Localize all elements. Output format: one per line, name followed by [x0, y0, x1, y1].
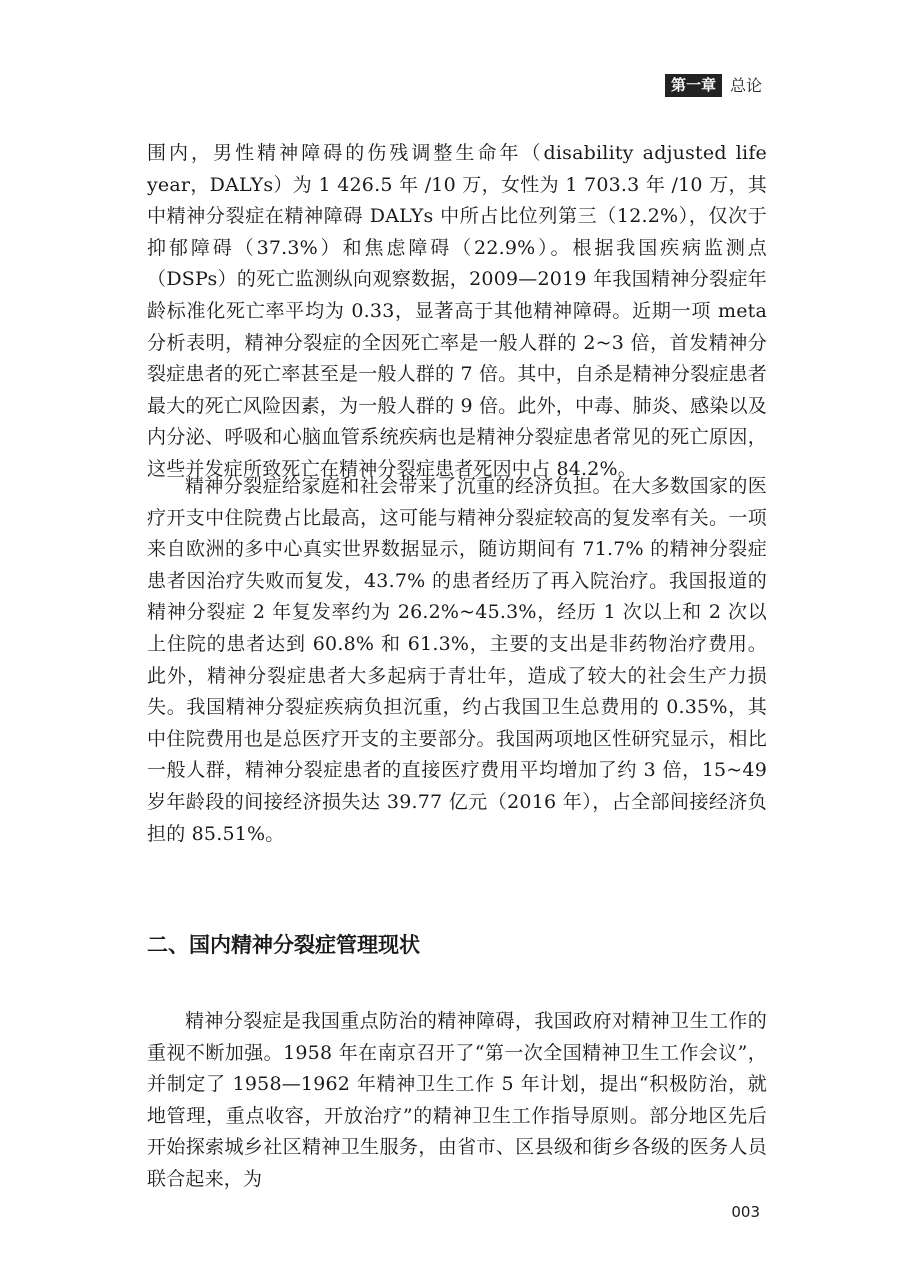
body-paragraph-management: 精神分裂症是我国重点防治的精神障碍，我国政府对精神卫生工作的重视不断加强。1958 年在南京召开了“第一次全国精神卫生工作会议”，并制定了 1958—1962 年精神卫生工作 5 年计划，提出“积极防治，就地管理，重点收容，开放治疗”的精神卫生工作指导原则。部分地区先后开始探索城乡社区精神卫生服务，由省市、区县级和街乡各级的医务人员联合起来，为 — [147, 1010, 767, 1190]
chapter-title: 总论 — [729, 75, 762, 95]
chapter-label: 第一章 — [665, 74, 722, 97]
paragraph-block-1 — [147, 138, 767, 486]
running-header — [665, 74, 762, 97]
section-heading: 二、国内精神分裂症管理现状 — [147, 933, 420, 957]
body-paragraph-economic-burden: 精神分裂症给家庭和社会带来了沉重的经济负担。在大多数国家的医疗开支中住院费占比最高，这可能与精神分裂症较高的复发率有关。一项来自欧洲的多中心真实世界数据显示，随访期间有 71.7% 的精神分裂症患者因治疗失败而复发，43.7% 的患者经历了再入院治疗。我国报道的精神分裂症 2 年复发率约为 26.2%~45.3%，经历 1 次以上和 2 次以上住院的患者达到 60.8% 和 61.3%，主要的支出是非药物治疗费用。此外，精神分裂症患者大多起病于青壮年，造成了较大的社会生产力损失。我国精神分裂症疾病负担沉重，约占我国卫生总费用的 0.35%，其中住院费用也是总医疗开支的主要部分。我国两项地区性研究显示，相比一般人群，精神分裂症患者的直接医疗费用平均增加了约 3 倍，15~49 岁年龄段的间接经济损失达 39.77 亿元（2016 年），占全部间接经济负担的 85.51%。 — [147, 475, 767, 845]
paragraph-block-2 — [147, 471, 767, 850]
paragraph-block-3 — [147, 1006, 767, 1196]
page-number: 003 — [731, 1203, 760, 1221]
body-paragraph-continuation: 围内，男性精神障碍的伤残调整生命年（disability adjusted life year，DALYs）为 1 426.5 年 /10 万，女性为 1 703.3 年 /10 万，其中精神分裂症在精神障碍 DALYs 中所占比位列第三（12.2%），仅次于抑郁障碍（37.3%）和焦虑障碍（22.9%）。根据我国疾病监测点（DSPs）的死亡监测纵向观察数据，2009—2019 年我国精神分裂症年龄标准化死亡率平均为 0.33，显著高于其他精神障碍。近期一项 meta 分析表明，精神分裂症的全因死亡率是一般人群的 2~3 倍，首发精神分裂症患者的死亡率甚至是一般人群的 7 倍。其中，自杀是精神分裂症患者最大的死亡风险因素，为一般人群的 9 倍。此外，中毒、肺炎、感染以及内分泌、呼吸和心脑血管系统疾病也是精神分裂症患者常见的死亡原因，这些并发症所致死亡在精神分裂症患者死因中占 84.2%。 — [147, 142, 767, 480]
